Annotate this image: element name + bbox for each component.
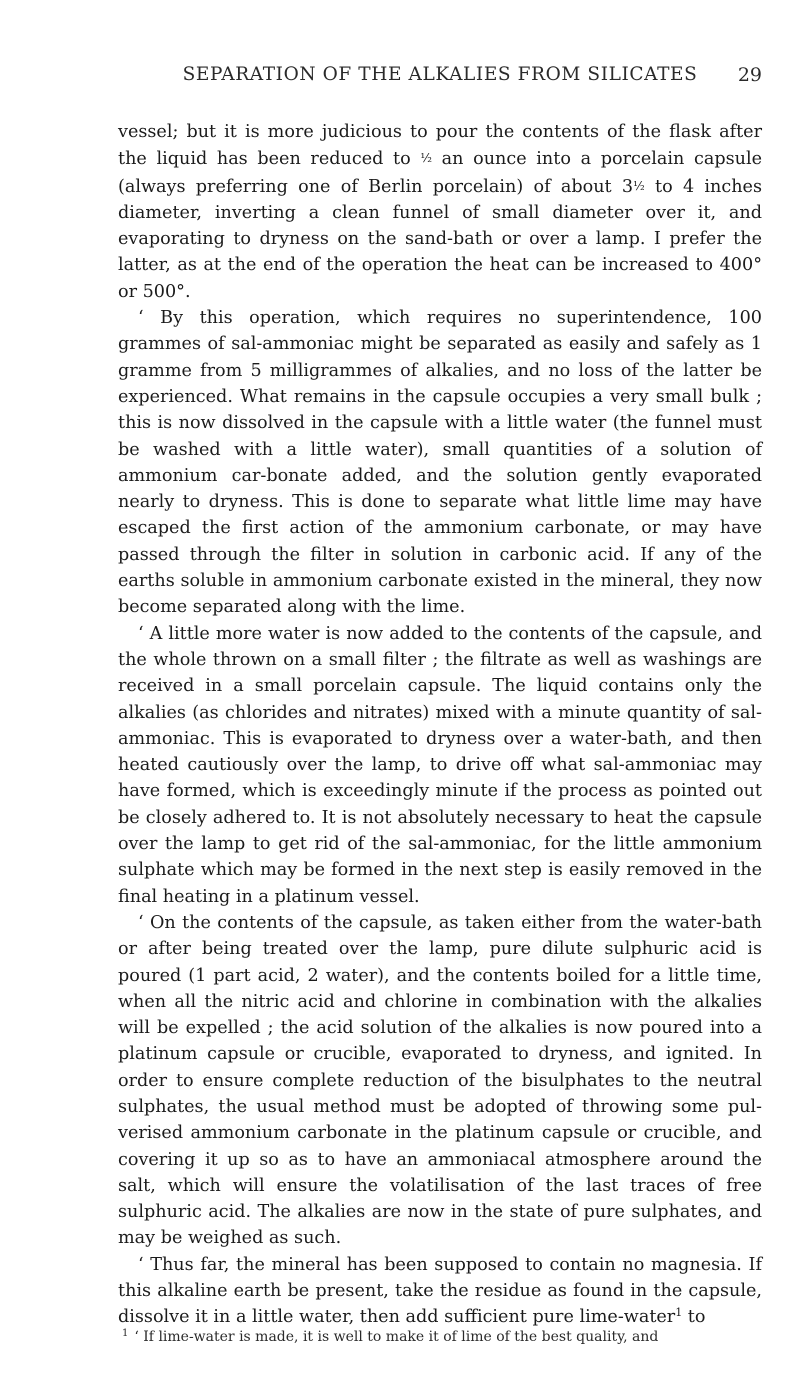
paragraph-5-part-a: ‘ Thus far, the mineral has been supposed to contain no magnesia. If this alkaline earth be present, take the residue as found in the capsule, dissolve it in a little water, then add sufficient pure lime-water <box>118 1254 762 1328</box>
paragraph-1-part-c: to 4 inches diameter, inverting a clean funnel of small diameter over it, and evaporating to dryness on the sand-bath or over a lamp. I prefer the latter, as at the end of the operation the heat can be increased to 400° or 500°. <box>118 176 762 302</box>
page-number: 29 <box>737 64 762 86</box>
footnote-mark: 1 <box>122 1328 129 1339</box>
paragraph-4: ‘ On the contents of the capsule, as taken either from the water-bath or after being treated over the lamp, pure dilute sulphuric acid is poured (1 part acid, 2 water), and the contents boiled for a little time, when all the nitric acid and chlorine in combination with the alkalies will be expelled ; the acid solution of the alkalies is now poured into a platinum capsule or crucible, evaporated to dryness, and ignited. In order to ensure complete reduction of the bisulphates to the neutral sulphates, the usual method must be adopted of throwing some pul-verised ammonium carbonate in the platinum capsule or crucible, and covering it up so as to have an ammoniacal atmosphere around the salt, which will ensure the volatilisation of the last traces of free sulphuric acid. The alkalies are now in the state of pure sulphates, and may be weighed as such. <box>118 912 762 1249</box>
paragraph-5 <box>118 1252 762 1331</box>
paragraph-1-part-a: vessel; but it is more judicious to pour the contents of the flask after the liquid has been reduced to <box>118 122 762 170</box>
running-title: SEPARATION OF THE ALKALIES FROM SILICATES <box>182 64 698 85</box>
footnote <box>118 1324 762 1347</box>
paragraph-1 <box>118 119 762 305</box>
paragraph-2: ‘ By this operation, which requires no superintendence, 100 grammes of sal-ammoniac might be separated as easily and safely as 1 gramme from 5 milligrammes of alkalies, and no loss of the latter be experienced. What remains in the capsule occupies a very small bulk ; this is now dissolved in the capsule with a little water (the funnel must be washed with a little water), small quantities of a solution of ammonium car-bonate added, and the solution gently evaporated nearly to dryness. This is done to separate what little lime may have escaped the first action of the ammonium carbonate, or may have passed through the filter in solution in carbonic acid. If any of the earths soluble in ammonium carbonate existed in the mineral, they now become separated along with the lime. <box>118 308 762 618</box>
fraction-half: ½ <box>633 178 645 193</box>
paragraph-5-part-b: to <box>682 1307 706 1328</box>
footnote-reference[interactable]: 1 <box>675 1306 683 1320</box>
paragraph-1-part-b: an ounce into a porcelain capsule (always preferring one of Berlin porcelain) of about 3 <box>118 149 762 197</box>
running-head <box>118 64 762 94</box>
paragraph-3: ‘ A little more water is now added to the contents of the capsule, and the whole thrown on a small filter ; the filtrate as well as washings are received in a small porcelain capsule. The liquid contains only the alkalies (as chlorides and nitrates) mixed with a minute quantity of sal-ammoniac. This is evaporated to dryness over a water-bath, and then heated cautiously over the lamp, to drive off what sal-ammoniac may have formed, which is exceedingly minute if the process as pointed out be closely adhered to. It is not absolutely necessary to heat the capsule over the lamp to get rid of the sal-ammoniac, for the little ammonium sulphate which may be formed in the next step is easily removed in the final heating in a platinum vessel. <box>118 623 762 907</box>
footnote-text: ‘ If lime-water is made, it is well to make it of lime of the best quality, and <box>134 1329 659 1345</box>
body-text <box>118 119 762 1331</box>
fraction-half: ½ <box>420 151 432 166</box>
